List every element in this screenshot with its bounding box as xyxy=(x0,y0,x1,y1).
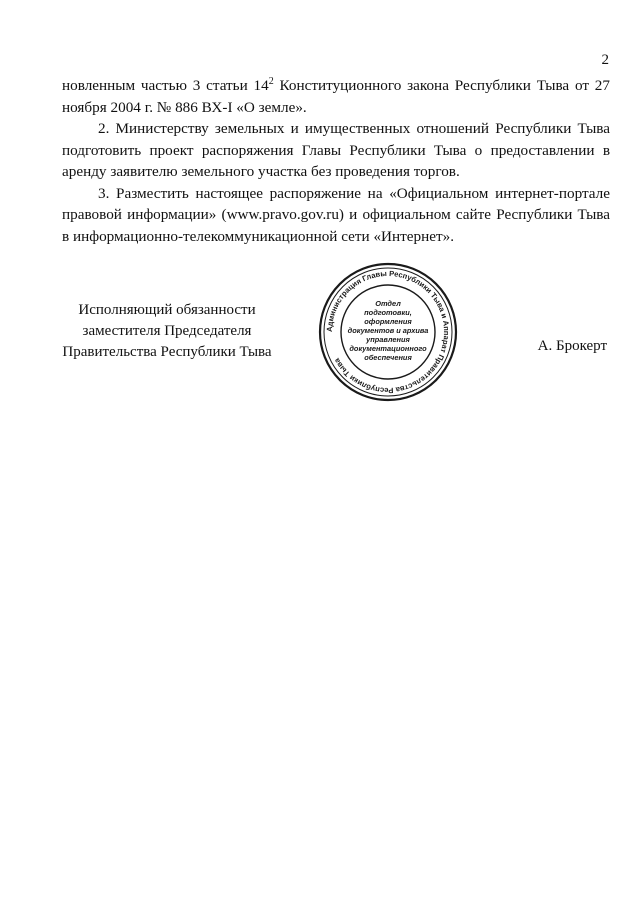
paragraph-3: 3. Разместить настоящее распоряжение на «Официальном интернет-портале правовой информации» (www.pravo.gov.ru) и официальном сайте Республики Тыва в информационно-телекоммуникационной сети «Интернет». xyxy=(62,184,610,245)
paragraph-1 xyxy=(62,75,610,118)
signer-position-line-2: заместителя Председателя xyxy=(82,323,252,339)
paragraph-2: 2. Министерству земельных и имущественных отношений Республики Тыва подготовить проект распоряжения Главы Республики Тыва о предоставлении в аренду заявителю земельного участка без проведения торгов. xyxy=(62,120,610,180)
stamp-center-line-4: документов и архива xyxy=(347,326,429,335)
document-body xyxy=(62,75,610,247)
stamp-center-line-2: подготовки, xyxy=(364,308,412,317)
paragraph-1-text-cont: Конституционного закона Республики Тыва от 27 ноября 2004 г. № 886 ВХ-I «О земле». xyxy=(62,77,610,116)
signer-name: А. Брокерт xyxy=(537,338,607,354)
page-number: 2 xyxy=(601,52,609,68)
signer-position-line-1: Исполняющий обязанности xyxy=(78,302,256,318)
stamp-ring-text: Администрация Главы Республики Тыва и Аппарат Правительства Республики Тыва xyxy=(324,268,452,396)
stamp-center-line-6: документационного xyxy=(349,344,427,353)
signer-position-line-3: Правительства Республики Тыва xyxy=(62,344,272,360)
superscript: 2 xyxy=(268,76,274,87)
signer-position xyxy=(62,300,272,363)
stamp-center-line-3: оформления xyxy=(364,317,412,326)
paragraph-1-text: новленным частью 3 статьи 14 xyxy=(62,77,269,94)
stamp-center-line-5: управления xyxy=(366,335,410,344)
stamp-center-line-7: обеспечения xyxy=(364,353,412,362)
stamp-seal-icon xyxy=(318,262,458,402)
official-stamp xyxy=(318,262,458,402)
stamp-center-line-1: Отдел xyxy=(375,299,401,308)
